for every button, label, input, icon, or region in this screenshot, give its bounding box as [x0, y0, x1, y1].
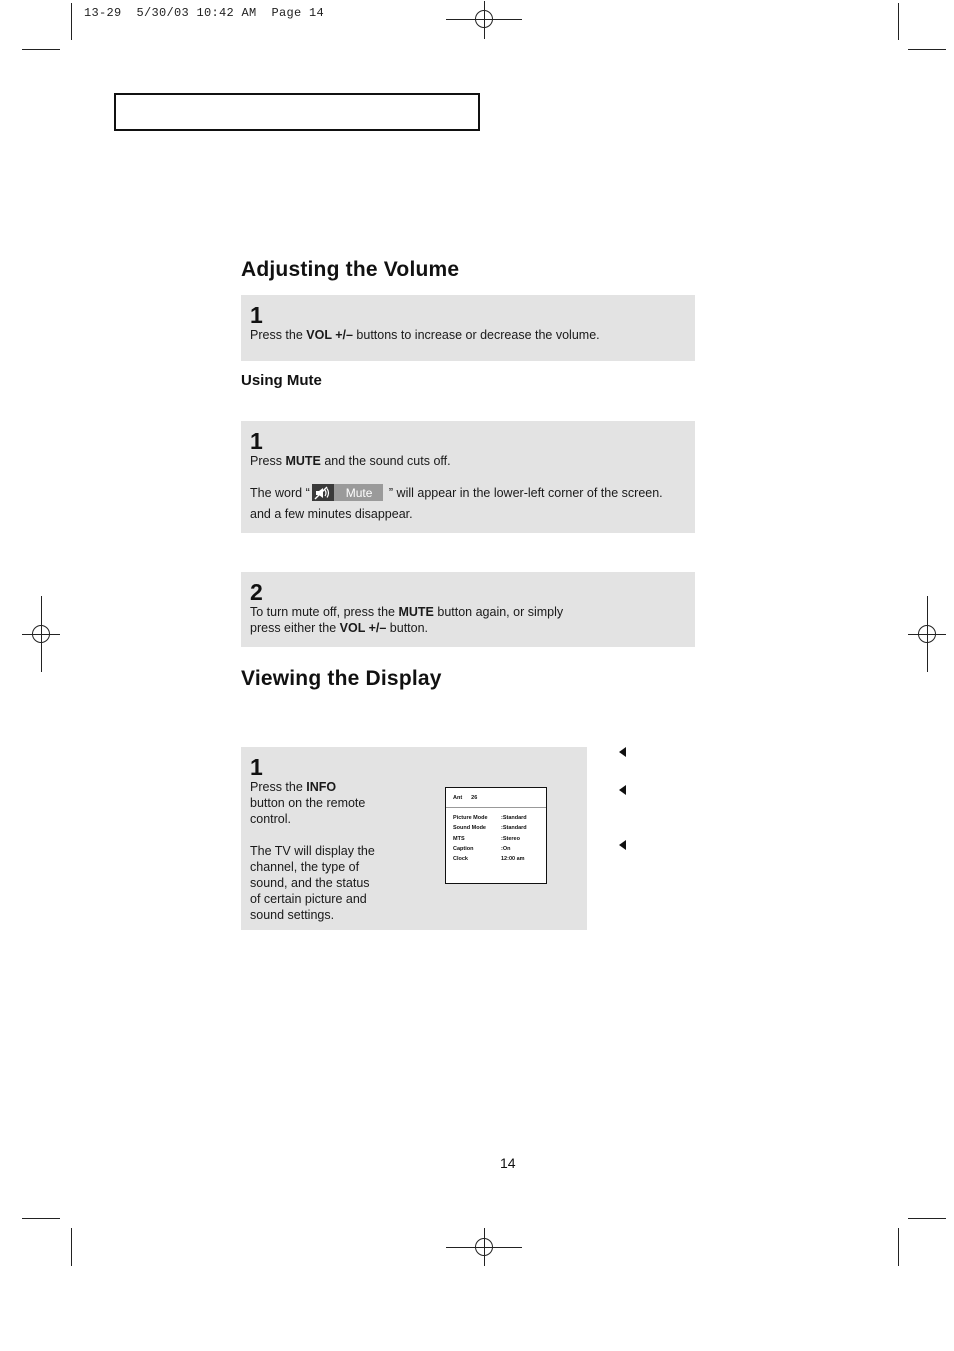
- section-title-volume: Adjusting the Volume: [241, 258, 460, 281]
- osd-row: Clock 12:00 am: [453, 856, 525, 863]
- crop-mark: [898, 1228, 899, 1266]
- crop-mark: [22, 1218, 60, 1219]
- step-number: 1: [250, 754, 263, 780]
- print-slug: 13-29 5/30/03 10:42 AM Page 14: [84, 6, 325, 20]
- crop-mark: [898, 3, 899, 40]
- step-number: 1: [250, 428, 263, 454]
- mute-key-label: MUTE: [398, 605, 434, 619]
- crop-mark: [22, 49, 60, 50]
- chapter-header-box: [114, 93, 480, 131]
- volume-step-1: [241, 295, 695, 361]
- osd-row: Picture Mode :Standard: [453, 815, 527, 821]
- step-text: sound settings.: [250, 908, 335, 922]
- step-text: sound, and the status: [250, 876, 370, 890]
- osd-row: Sound Mode :Standard: [453, 825, 527, 832]
- step-text: Press the VOL +/– buttons to increase or decrease the volume.: [250, 328, 600, 342]
- step-text: The TV will display the: [250, 844, 375, 858]
- mute-step-2: [241, 572, 695, 647]
- step-number: 2: [250, 579, 263, 605]
- step-text: Press MUTE and the sound cuts off.: [250, 454, 451, 468]
- pointer-arrow-icon: [619, 840, 626, 850]
- section-title-display: Viewing the Display: [241, 667, 442, 690]
- osd-channel-line: [453, 795, 486, 801]
- step-text: press either the VOL +/– button.: [250, 621, 429, 635]
- section-subtitle-mute: Using Mute: [241, 372, 322, 389]
- step-text: To turn mute off, press the MUTE button again, or simply: [250, 605, 564, 619]
- crop-mark: [908, 49, 946, 50]
- pointer-arrow-icon: [619, 785, 626, 795]
- mute-osd-label: Mute: [345, 485, 373, 500]
- mute-step-1: [241, 421, 695, 533]
- osd-row: Caption :On: [453, 845, 511, 852]
- osd-channel: 26: [471, 795, 478, 801]
- step-text: channel, the type of: [250, 860, 360, 874]
- step-text: The word “ Mute ” will appear in the lower-left corner of the screen.: [250, 485, 663, 500]
- step-text: and a few minutes disappear.: [250, 507, 413, 522]
- step-text: Press the INFO: [250, 780, 337, 794]
- crop-mark: [908, 1218, 946, 1219]
- osd-row: MTS :Stereo: [453, 835, 520, 842]
- speaker-mute-icon: [312, 484, 334, 501]
- vol-key-label: VOL +/–: [306, 328, 353, 342]
- mute-osd-indicator: [312, 484, 384, 501]
- vol-key-label: VOL +/–: [339, 621, 387, 635]
- crop-mark: [71, 3, 72, 40]
- step-number: 1: [250, 302, 263, 328]
- page-number: 14: [500, 1155, 516, 1171]
- pointer-arrow-icon: [619, 747, 626, 757]
- step-text: of certain picture and: [250, 892, 367, 906]
- info-key-label: INFO: [306, 780, 337, 794]
- info-osd-screen: [445, 787, 547, 884]
- step-text: control.: [250, 812, 291, 826]
- step-text: button on the remote: [250, 796, 366, 810]
- osd-divider: [446, 807, 546, 808]
- mute-key-label: MUTE: [285, 454, 321, 468]
- osd-settings-list: [453, 815, 542, 866]
- osd-source: Ant: [453, 795, 463, 801]
- crop-mark: [71, 1228, 72, 1266]
